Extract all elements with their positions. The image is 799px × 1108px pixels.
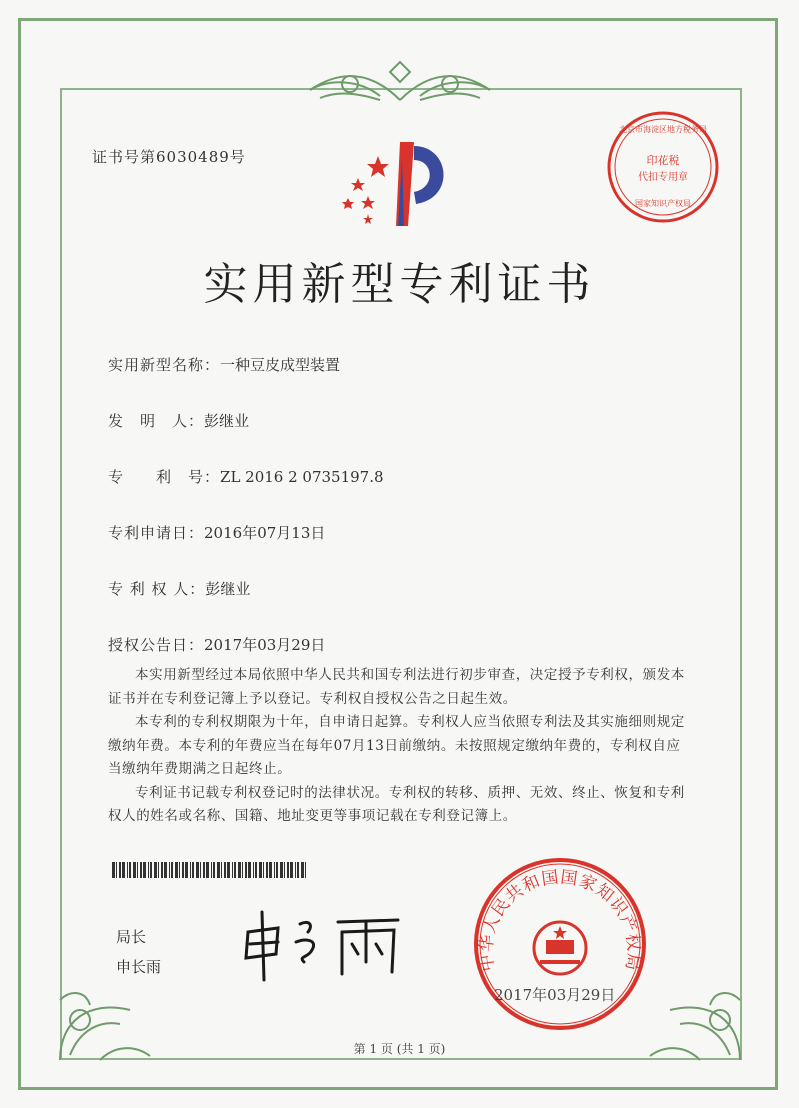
inventor-value: 彭继业 (204, 412, 250, 430)
barcode-bar (245, 862, 247, 878)
barcode-bar (211, 862, 212, 878)
application-date-label: 专利申请日： (108, 524, 205, 542)
barcode-bar (154, 862, 157, 878)
svg-text:印花税: 印花税 (646, 154, 680, 167)
patent-number-value: ZL 2016 2 0735197.8 (220, 468, 384, 486)
barcode-bar (290, 862, 293, 878)
barcode-bar (232, 862, 233, 878)
barcode-bar (158, 862, 159, 878)
barcode-bar (203, 862, 205, 878)
barcode-bar (164, 862, 167, 878)
barcode-bar (175, 862, 178, 878)
barcode-bar (192, 862, 194, 878)
barcode-bar (284, 862, 285, 878)
barcode-bar (255, 862, 257, 878)
field-patent-number (108, 466, 384, 487)
patentee-label: 专 利 权 人： (108, 580, 206, 598)
barcode-bar (179, 862, 180, 878)
barcode-bar (238, 862, 241, 878)
cnipa-official-seal (472, 856, 648, 1032)
barcode-bar (295, 862, 296, 878)
top-ornament (290, 60, 510, 106)
barcode-bar (305, 862, 306, 878)
barcode-bar (150, 862, 152, 878)
barcode-bar (171, 862, 173, 878)
svg-text:中华人民共和国国家知识产权局: 中华人民共和国国家知识产权局 (476, 867, 644, 973)
barcode-bar (196, 862, 199, 878)
body-paragraph-2: 本专利的专利权期限为十年，自申请日起算。专利权人应当依照专利法及其实施细则规定缴纳年费。本专利的年费应当在每年07月13日前缴纳。未按照规定缴纳年费的，专利权自应当缴纳年费期满之日起终止。 (108, 714, 685, 777)
barcode-bar (224, 862, 226, 878)
issue-date: 2017年03月29日 (494, 986, 616, 1004)
grant-announcement-date-value: 2017年03月29日 (204, 636, 326, 654)
barcode-bar (269, 862, 272, 878)
certificate-title: 实用新型专利证书 (203, 259, 596, 310)
field-inventor (108, 410, 249, 431)
barcode-bar (276, 862, 278, 878)
field-application-date (108, 522, 325, 543)
utility-model-name-label: 实用新型名称： (108, 356, 221, 374)
barcode-bar (137, 862, 138, 878)
certificate-number: 证书号第6030489号 (92, 148, 246, 166)
barcode-bar (148, 862, 149, 878)
barcode-bar (221, 862, 222, 878)
certificate-body (108, 664, 692, 829)
tax-seal-stamp (604, 108, 722, 226)
barcode-bar (185, 862, 188, 878)
barcode-bar (248, 862, 251, 878)
director-name: 申长雨 (116, 958, 162, 976)
barcode-bar (127, 862, 128, 878)
body-paragraph-3: 专利证书记载专利权登记时的法律状况。专利权的转移、质押、无效、终止、恢复和专利权人的姓名或名称、国籍、地址变更等事项记载在专利登记簿上。 (108, 784, 685, 824)
application-date-value: 2016年07月13日 (204, 524, 326, 542)
svg-text:代扣专用章: 代扣专用章 (638, 172, 688, 183)
barcode-bar (122, 862, 125, 878)
barcode-bar (213, 862, 215, 878)
barcode-bar (217, 862, 220, 878)
inventor-label: 发 明 人： (108, 412, 205, 430)
field-patentee (108, 578, 250, 599)
barcode-bar (242, 862, 243, 878)
barcode-bar (133, 862, 136, 878)
barcode-bar (140, 862, 142, 878)
barcode-bar (227, 862, 230, 878)
utility-model-name-value: 一种豆皮成型装置 (220, 356, 341, 374)
barcode-bar (169, 862, 170, 878)
barcode-bar (129, 862, 131, 878)
patent-number-label: 专 利 号： (108, 468, 221, 486)
barcode-bar (280, 862, 283, 878)
barcode-bar (274, 862, 275, 878)
barcode-bar (259, 862, 262, 878)
barcode-bar (182, 862, 184, 878)
grant-announcement-date-label: 授权公告日： (108, 636, 205, 654)
barcode-bar (253, 862, 254, 878)
field-utility-model-name (108, 354, 340, 375)
barcode-bar (190, 862, 191, 878)
barcode-bar (263, 862, 264, 878)
svg-text:北京市海淀区地方税务局: 北京市海淀区地方税务局 (619, 125, 707, 134)
field-grant-announcement-date (108, 634, 325, 655)
barcode-bar (143, 862, 146, 878)
barcode-bar (116, 862, 117, 878)
barcode-bar (119, 862, 121, 878)
barcode-bar (301, 862, 304, 878)
cnipa-logo-icon (338, 138, 458, 230)
patentee-value: 彭继业 (205, 580, 251, 598)
body-paragraph-1: 本实用新型经过本局依照中华人民共和国专利法进行初步审查，决定授予专利权，颁发本证书并在专利登记簿上予以登记。专利权自授权公告之日起生效。 (108, 667, 685, 707)
barcode-bar (200, 862, 201, 878)
barcode-bar (287, 862, 289, 878)
barcode-bar (234, 862, 236, 878)
barcode-bar (161, 862, 163, 878)
barcode-bar (266, 862, 268, 878)
barcode-bar (297, 862, 299, 878)
barcode-bar (112, 862, 115, 878)
page-number: 第 1 页 (共 1 页) (353, 1042, 446, 1056)
director-signature (238, 902, 418, 982)
svg-text:国家知识产权局: 国家知识产权局 (635, 199, 691, 208)
barcode (112, 862, 310, 878)
director-title: 局长 (116, 928, 147, 946)
barcode-bar (206, 862, 209, 878)
